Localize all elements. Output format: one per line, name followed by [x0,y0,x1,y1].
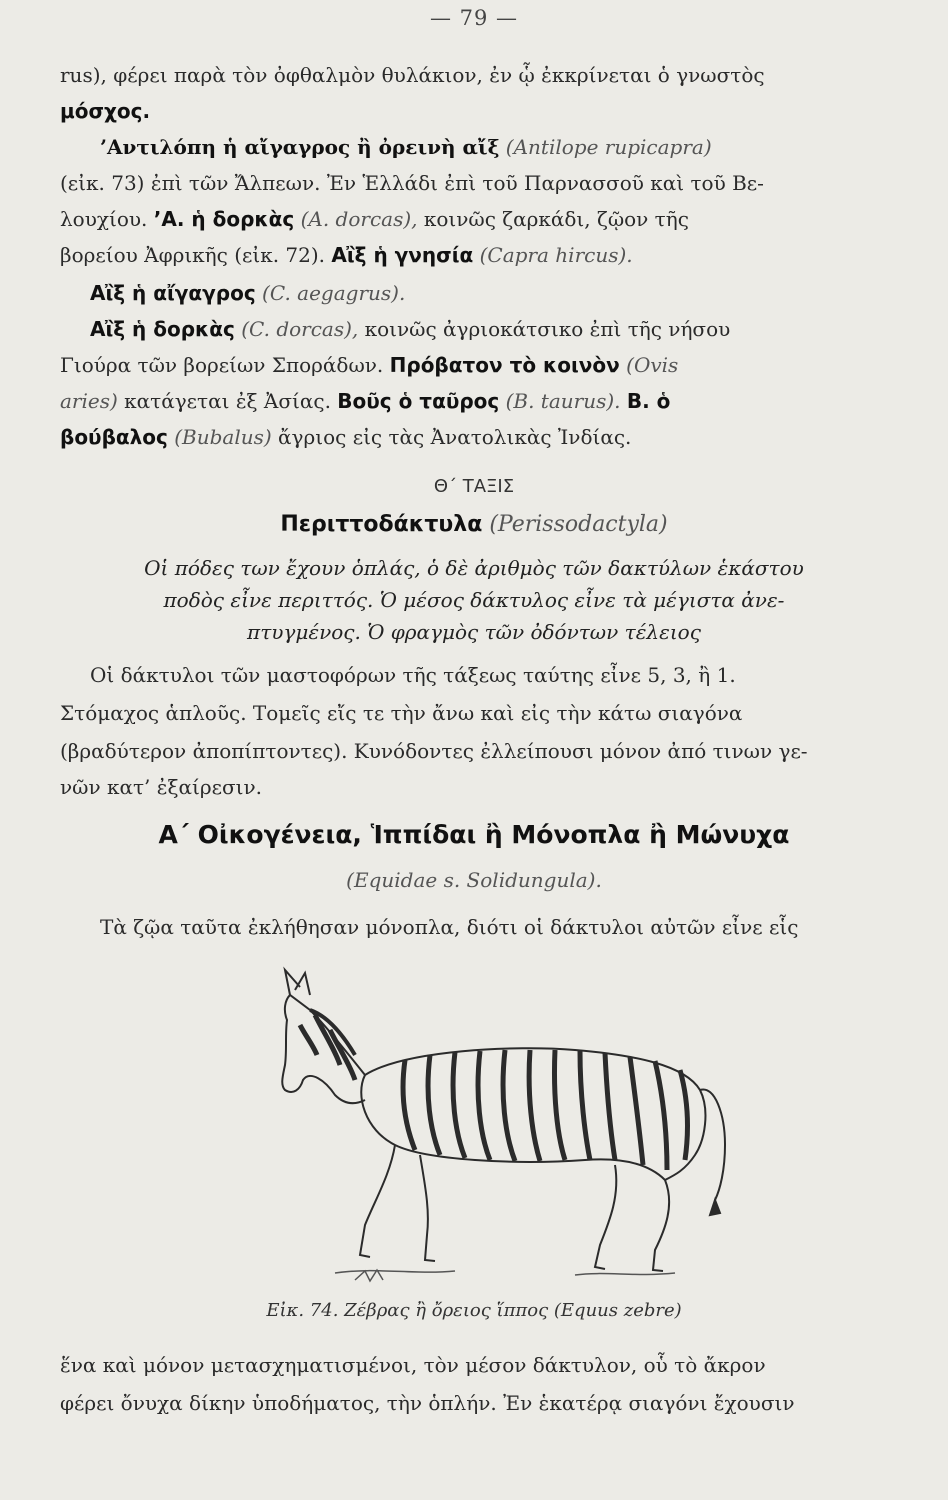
text-line-9-start: Γιούρα τῶν βορείων Σποράδων. [60,353,384,377]
tail-line-2: φέρει ὄνυχα δίκην ὑποδήματος, τὴν ὁπλήν. Ἐν ἑκατέρᾳ σιαγόνι ἔχουσιν [60,1391,795,1415]
species-aegagrus-latin: (C. aegagrus). [262,281,406,305]
text-line-8 [90,314,925,344]
order-desc-1: Οἱ πόδες των ἔχουν ὁπλάς, ὁ δὲ ἀριθμὸς τῶν δακτύλων ἑκάστου [144,556,804,580]
text-line-2 [60,96,895,126]
text-line-4 [60,168,895,198]
page-number: — 79 — [429,6,519,30]
zebra-illustration [255,955,735,1290]
text-line-10 [60,386,895,416]
species-capra-latin: (Capra hircus). [479,243,633,267]
order-heading: Θ΄ ΤΑΞΙΣ [433,476,515,497]
text-line-1 [60,60,895,90]
species-c-dorcas-greek: Αἲξ ἡ δορκὰς [90,317,235,341]
body-line-1: Οἱ δάκτυλοι τῶν μαστοφόρων τῆς τάξεως ταύτης εἶνε 5, 3, ἢ 1. [90,663,736,687]
species-aegagrus-greek: Αἲξ ἡ αἴγαγρος [90,281,256,305]
species-dorcas-greek: ’Α. ἡ δορκὰς [153,207,295,231]
species-ovis-latin: (Ovis [626,353,679,377]
body-line-3: (βραδύτερον ἀποπίπτοντες). Κυνόδοντες ἐλλείπουσι μόνον ἀπό τινων γε- [60,739,808,763]
text-line-5-start: λουχίου. [60,207,148,231]
text-line-11-end: ἄγριος εἰς τὰς Ἀνατολικὰς Ἰνδίας. [278,425,632,449]
species-b-abbrev: Β. ὁ [626,389,671,413]
order-title-greek: Περιττοδάκτυλα [280,512,483,537]
species-ovis-latin-end: aries) [60,389,118,413]
tail-line-1: ἕνα καὶ μόνον μετασχηματισμένοι, τὸν μέσον δάκτυλον, οὗ τὸ ἄκρον [60,1353,766,1377]
species-bubalus-latin: (Bubalus) [174,425,272,449]
species-dorcas-latin: (A. dorcas), [300,207,418,231]
text-line-2-content: μόσχος. [60,99,151,123]
text-line-1-content: rus), φέρει παρὰ τὸν ὀφθαλμὸν θυλάκιον, ἐν ᾧ ἐκκρίνεται ὁ γνωστὸς [60,63,765,87]
order-desc-3: πτυγμένος. Ὁ φραγμὸς τῶν ὀδόντων τέλειος [247,620,701,644]
text-line-3 [100,132,895,162]
family-title: Α΄ Οἰκογένεια, Ἱππίδαι ἢ Μόνοπλα ἢ Μώνυχα [158,820,790,849]
text-line-11 [60,422,895,452]
text-line-5 [60,204,895,234]
body-line-4: νῶν κατ’ ἐξαίρεσιν. [60,775,262,799]
species-antilope-greek: ’Αντιλόπη ἡ αἴγαγρος ἢ ὀρεινὴ αἴξ [100,135,500,159]
species-c-dorcas-latin: (C. dorcas), [241,317,359,341]
text-line-9 [60,350,895,380]
species-antilope-latin: (Antilope rupicapra) [505,135,712,159]
species-bos-greek: Βοῦς ὁ ταῦρος [337,389,500,413]
body-line-2: Στόμαχος ἁπλοῦς. Τομεῖς εἴς τε τὴν ἄνω καὶ εἰς τὴν κάτω σιαγόνα [60,701,743,725]
family-text-1: Τὰ ζῷα ταῦτα ἐκλήθησαν μόνοπλα, διότι οἱ δάκτυλοι αὐτῶν εἶνε εἷς [100,915,799,939]
text-line-8-end: κοινῶς ἀγριοκάτσικο ἐπὶ τῆς νήσου [364,317,731,341]
species-bubalus-greek: βούβαλος [60,425,168,449]
species-ovis-greek: Πρόβατον τὸ κοινὸν [389,353,620,377]
zebra-drawing [255,955,735,1290]
text-line-5-end: κοινῶς ζαρκάδι, ζῷον τῆς [423,207,689,231]
text-line-10-mid: κατάγεται ἐξ Ἀσίας. [124,389,331,413]
figure-caption: Εἰκ. 74. Ζέβρας ἢ ὄρειος ἵππος (Equus zebre) [266,1300,682,1321]
species-capra-greek: Αἲξ ἡ γνησία [331,243,474,267]
family-latin: (Equidae s. Solidungula). [346,868,602,892]
text-line-4-content: (εἰκ. 73) ἐπὶ τῶν Ἄλπεων. Ἐν Ἑλλάδι ἐπὶ τοῦ Παρνασσοῦ καὶ τοῦ Βε- [60,171,764,195]
species-bos-latin: (B. taurus). [505,389,621,413]
text-line-6-start: βορείου Ἀφρικῆς (εἰκ. 72). [60,243,326,267]
text-line-6 [60,240,895,270]
text-line-7 [90,278,925,308]
order-desc-2: ποδὸς εἶνε περιττός. Ὁ μέσος δάκτυλος εἶνε τὰ μέγιστα ἀνε- [163,588,785,612]
order-title-latin: (Perissodactyla) [489,512,668,537]
order-title [0,512,948,537]
